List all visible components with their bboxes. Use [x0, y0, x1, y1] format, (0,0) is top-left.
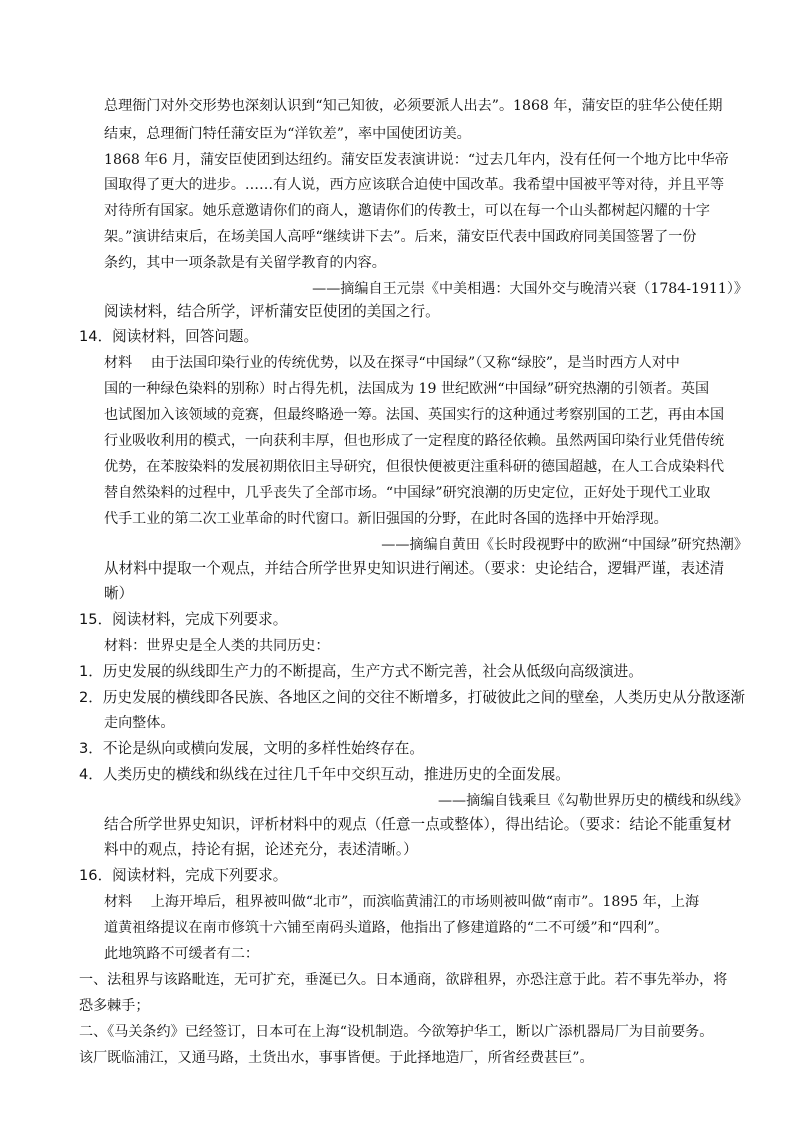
question-number: 14．: [79, 328, 113, 345]
question-task: 料中的观点，持论有据，论述充分，表述清晰。）: [104, 841, 418, 858]
question-prompt-text: 阅读材料，完成下列要求。: [112, 867, 288, 884]
list-item-text: 人类历史的横线和纵线在过往几千年中交织互动，推进历史的全面发展。: [102, 766, 570, 783]
list-item: [79, 662, 643, 682]
question-prompt: [79, 327, 258, 347]
material-line: 结束，总理衙门特任蒲安臣为“洋钦差”，率中国使团访美。: [104, 126, 471, 142]
material-line: 架。”演讲结束后，在场美国人高呼“继续讲下去”。后来，蒲安臣代表中国政府同美国签署了一份: [104, 229, 697, 245]
question-task: 从材料中提取一个观点，并结合所学世界史知识进行阐述。（要求：史论结合，逻辑严谨，表述清: [104, 560, 725, 577]
material-line: 对待所有国家。她乐意邀请你们的商人，邀请你们的传教士，可以在每一个山头都树起闪耀的十字: [104, 203, 711, 219]
list-item-text: 历史发展的横线即各民族、各地区之间的交往不断增多，打破彼此之间的壁垒，人类历史从分散逐渐: [102, 689, 746, 706]
material-line: 优势，在苯胺染料的发展初期依旧主导研究，但很快便被更注重科研的德国超越，在人工合成染料代: [104, 459, 725, 475]
material-line: 该厂既临浦江，又通马路，土货出水，事事皆便。于此择地造厂，所省经费甚巨”。: [79, 1050, 594, 1066]
question-prompt: [79, 866, 287, 886]
question-task: 结合所学世界史知识，评析材料中的观点（任意一点或整体），得出结论。（要求：结论不能重复材: [104, 816, 732, 833]
list-item-number: 3．: [79, 740, 103, 757]
material-line: 国的一种绿色染料的别称）时占得先机，法国成为 19 世纪欧洲“中国绿”研究热潮的引领者。英国: [104, 381, 710, 397]
material-line: 代手工业的第二次工业革命的时代窗口。新旧强国的分野，在此时各国的选择中开始浮现。: [104, 511, 668, 527]
material-line: 总理衙门对外交形势也深刻认识到“知己知彼，必须要派人出去”。1868 年，蒲安臣的驻华公使任期: [104, 98, 723, 114]
question-prompt-text: 阅读材料，完成下列要求。: [112, 611, 288, 628]
material-line: 也试图加入该领域的竞赛，但最终略逊一筹。法国、英国实行的这种通过考察别国的工艺，再由本国: [104, 407, 725, 423]
material-line: 二、《马关条约》已经签订，日本可在上海“设机制造。今欲筹护华工，断以广添机器局厂为目前要务。: [79, 1024, 714, 1040]
list-item-number: 2．: [79, 689, 103, 706]
list-item: [79, 765, 570, 785]
material-line: 一、法租界与该路毗连，无可扩充，垂涎已久。日本通商，欲辟租界，亦恐注意于此。若不事先举办，将: [79, 972, 728, 988]
material-line: 行业吸收利用的模式，一向获利丰厚，但也形成了一定程度的路径依赖。虽然两国印染行业凭借传统: [104, 433, 725, 449]
question-task: 阅读材料，结合所学，评析蒲安臣使团的美国之行。: [104, 303, 440, 320]
material-line: 替自然染料的过程中，几乎丧失了全部市场。“中国绿”研究浪潮的历史定位，正好处于现代工业取: [104, 485, 711, 501]
source-citation: ——摘编自钱乘旦《勾勒世界历史的横线和纵线》: [437, 793, 748, 809]
material-line: 条约，其中一项条款是有关留学教育的内容。: [104, 255, 386, 271]
material-line: 此地筑路不可缓者有二：: [104, 946, 260, 962]
material-line: 恐多棘手；: [79, 998, 150, 1014]
material-line: 1868 年6 月，蒲安臣使团到达纽约。蒲安臣发表演讲说：“过去几年内，没有任何一个地方比中华帝: [104, 152, 729, 168]
question-prompt-text: 阅读材料，回答问题。: [112, 328, 259, 345]
list-item-number: 4．: [79, 766, 103, 783]
material-line: 材料 由于法国印染行业的传统优势，以及在探寻“中国绿”（又称“绿胶”，是当时西方人对中: [104, 355, 680, 371]
source-citation: ——摘编自黄田《长时段视野中的欧洲“中国绿”研究热潮》: [381, 537, 748, 553]
question-number: 16．: [79, 867, 113, 884]
material-line: 道黄祖络提议在南市修筑十六铺至南码头道路，他指出了修建道路的“二不可缓”和“四利”。: [104, 920, 669, 936]
material-line: 材料 上海开埠后，租界被叫做“北市”，而滨临黄浦江的市场则被叫做“南市”。1895 年，上海: [104, 894, 700, 910]
material-line: 国取得了更大的进步。……有人说，西方应该联合迫使中国改革。我希望中国被平等对待，并且平等: [104, 177, 725, 193]
source-citation: ——摘编自王元崇《中美相遇：大国外交与晚清兴衰（1784-1911）》: [312, 281, 748, 297]
list-item-text: 走向整体。: [104, 715, 175, 731]
list-item: [79, 739, 424, 759]
list-item-text: 历史发展的纵线即生产力的不断提高，生产方式不断完善，社会从低级向高级演进。: [102, 663, 643, 680]
list-item-text: 不论是纵向或横向发展，文明的多样性始终存在。: [102, 740, 424, 757]
question-number: 15．: [79, 611, 113, 628]
material-intro: 材料：世界史是全人类的共同历史：: [104, 638, 330, 654]
question-task: 晰）: [104, 585, 134, 602]
list-item-number: 1．: [79, 663, 103, 680]
question-prompt: [79, 610, 287, 630]
list-item: [79, 688, 745, 708]
